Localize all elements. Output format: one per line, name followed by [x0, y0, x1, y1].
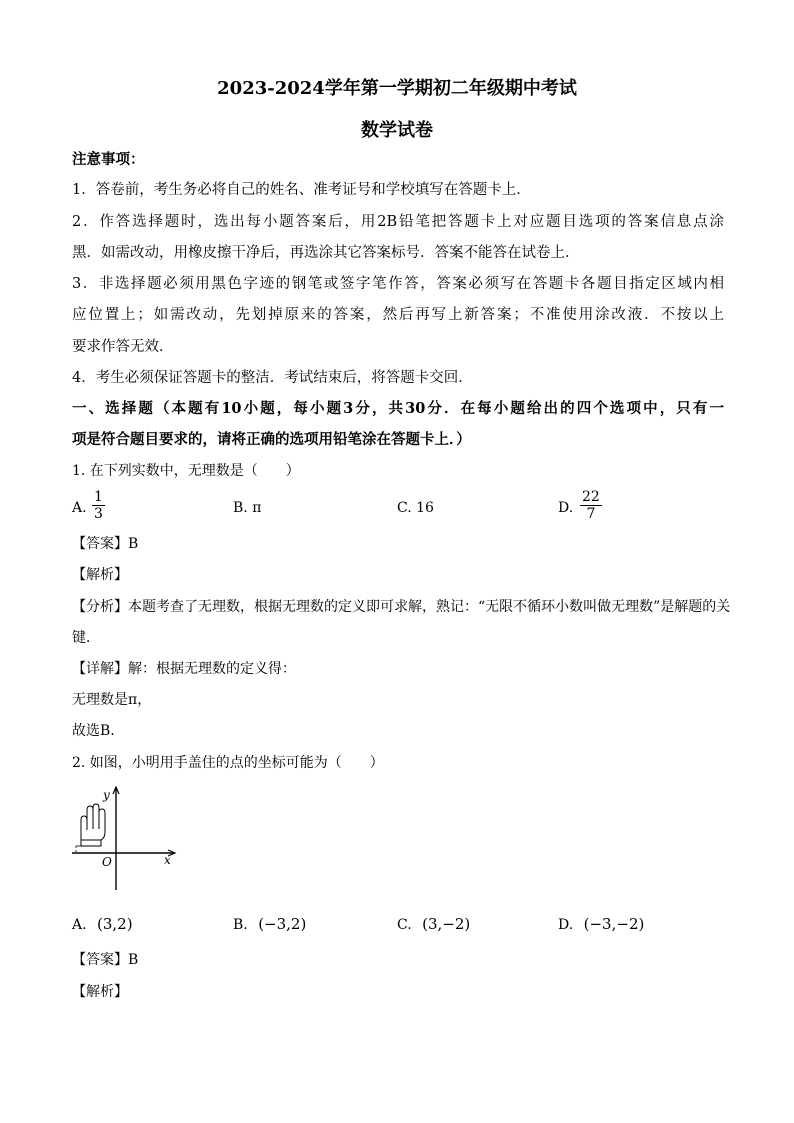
q1-option-a-fraction: [92, 489, 105, 522]
exam-title: 2023-2024学年第一学期初二年级期中考试: [217, 78, 577, 99]
coordinate-figure: [68, 782, 183, 897]
hand-icon: [81, 804, 105, 846]
q2-answer: 【答案】B: [72, 952, 139, 968]
x-axis-label: x: [164, 853, 171, 867]
q1-stem: 1. 在下列实数中，无理数是（ ）: [72, 463, 300, 479]
q1-detail-3: 故选B．: [72, 723, 125, 739]
notice-item-2-cont: 黑．如需改动，用橡皮擦干净后，再选涂其它答案标号．答案不能答在试卷上．: [72, 245, 580, 261]
notice-item-1: 1．答卷前，考生务必将自己的姓名、准考证号和学校填写在答题卡上．: [72, 182, 531, 198]
q2-option-c-value: (3,−2): [422, 915, 471, 933]
q1-option-d-numerator: 22: [582, 489, 600, 505]
q1-option-a-numerator: 1: [94, 489, 103, 505]
q2-option-c-label: C.: [397, 917, 412, 933]
q1-detail-1: 【详解】解：根据无理数的定义得：: [72, 661, 296, 677]
q2-stem: 2. 如图，小明用手盖住的点的坐标可能为（ ）: [72, 755, 384, 771]
q2-option-b-value: (−3,2): [258, 915, 307, 933]
q1-analysis-text-cont: 键．: [72, 630, 100, 646]
q1-option-d-denominator: 7: [586, 506, 596, 522]
q1-option-d-label: D.: [558, 500, 574, 516]
q2-option-c: [397, 914, 470, 935]
notice-heading: 注意事项：: [72, 151, 145, 168]
q2-option-a: [72, 914, 133, 935]
q1-answer: 【答案】B: [72, 536, 139, 552]
q1-analysis-text: 【分析】本题考查了无理数，根据无理数的定义即可求解，熟记：“无限不循环小数叫做无理数”是解题的关: [72, 599, 731, 615]
q2-option-b-label: B.: [233, 917, 248, 933]
section1-heading: 一、选择题（本题有10小题，每小题3分，共30分．在每小题给出的四个选项中，只有一: [72, 400, 724, 417]
notice-item-2: 2．作答选择题时，选出每小题答案后，用2B铅笔把答题卡上对应题目选项的答案信息点涂: [72, 214, 724, 230]
q1-option-d-fraction: [580, 489, 602, 522]
q2-option-d-label: D.: [558, 917, 574, 933]
q2-option-a-label: A.: [72, 917, 87, 933]
q2-option-d: [558, 914, 644, 935]
q1-option-a-denominator: 3: [94, 506, 103, 522]
q2-option-a-value: (3,2): [97, 915, 133, 933]
notice-item-4: 4．考生必须保证答题卡的整洁．考试结束后，将答题卡交回．: [72, 370, 473, 386]
q2-analysis-heading: 【解析】: [72, 984, 128, 1000]
exam-subtitle: 数学试卷: [361, 120, 433, 141]
notice-item-3-end: 要求作答无效．: [72, 339, 174, 355]
notice-item-3-cont: 应位置上；如需改动，先划掉原来的答案，然后再写上新答案；不准使用涂改液．不按以上: [72, 307, 724, 323]
q1-option-a-label: A.: [72, 500, 87, 516]
q2-option-b: [233, 914, 306, 935]
section1-heading-cont: 项是符合题目要求的，请将正确的选项用铅笔涂在答题卡上．）: [72, 431, 471, 448]
q1-option-c: C. 16: [397, 500, 434, 516]
q1-detail-2: 无理数是π，: [72, 692, 152, 708]
y-axis-label: y: [103, 788, 110, 802]
q1-option-b: B. π: [233, 500, 262, 516]
q2-option-d-value: (−3,−2): [583, 915, 645, 933]
notice-item-3: 3．非选择题必须用黑色字迹的钢笔或签字笔作答，答案必须写在答题卡各题目指定区域内相: [72, 276, 724, 292]
q1-analysis-heading: 【解析】: [72, 567, 128, 583]
origin-label: O: [102, 855, 112, 869]
